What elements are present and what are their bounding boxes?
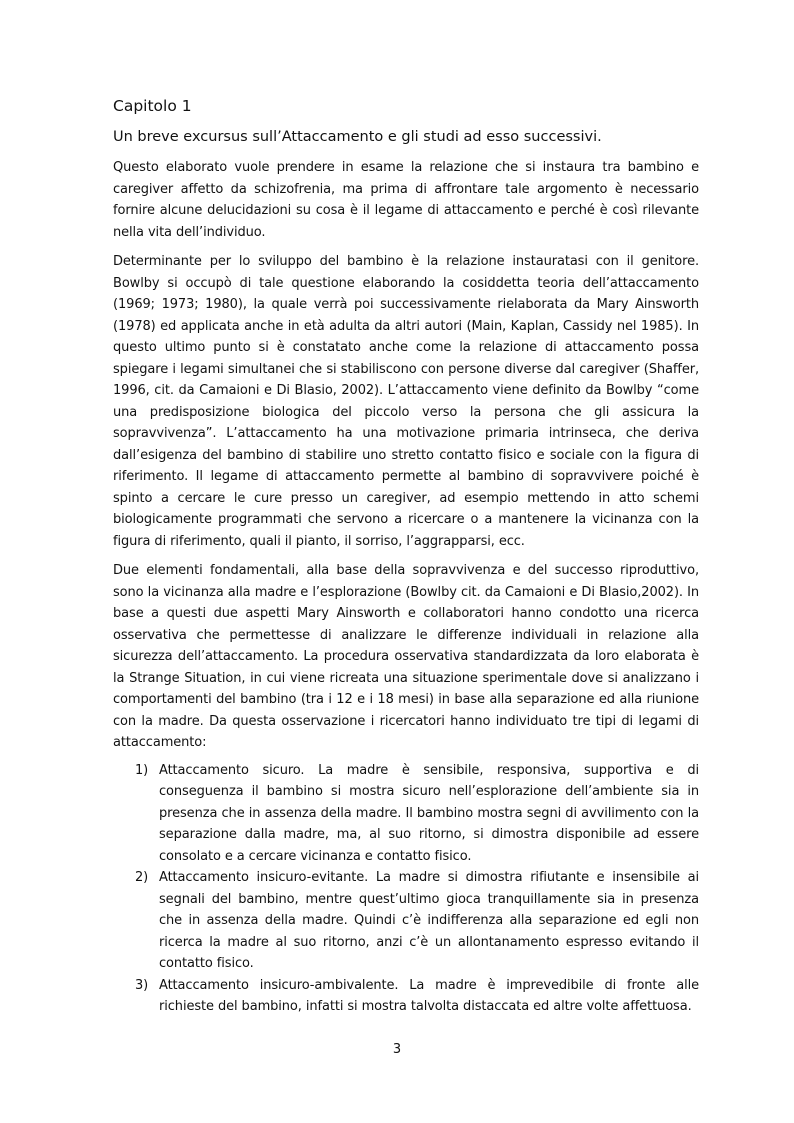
paragraph-bowlby: Determinante per lo sviluppo del bambino è la relazione instauratasi con il genitore. Bowlby si occupò di tale questione elaborando la cosiddetta teoria dell’attaccamento (1969; 1973; 1980), la quale verrà poi successivamente rielaborata da Mary Ainsworth (1978) ed applicata anche in età adulta da altri autori (Main, Kaplan, Cassidy nel 1985). In questo ultimo punto si è constatato anche come la relazione di attaccamento possa spiegare i legami simultanei che si stabiliscono con persone diverse dal caregiver (Shaffer, 1996, cit. da Camaioni e Di Blasio, 2002). L’attaccamento viene definito da Bowlby “come una predisposizione biologica del piccolo verso la persona che gli assicura la sopravvivenza”. L’attaccamento ha una motivazione primaria intrinseca, che deriva dall’esigenza del bambino di stabilire uno stretto contatto fisico e sociale con la figura di riferimento. Il legame di attaccamento permette al bambino di sopravvivere poiché è spinto a cercare le cure presso un caregiver, ad esempio mettendo in atto schemi biologicamente programmati che servono a ricercare o a mantenere la vicinanza con la figura di riferimento, quali il pianto, il sorriso, l’aggrapparsi, ecc.	[113, 254, 699, 549]
list-item-number: 1)	[135, 762, 149, 778]
list-item-text: Attaccamento insicuro-evitante. La madre si dimostra rifiutante e insensibile ai segnali del bambino, mentre quest’ultimo gioca tranquillamente sia in presenza che in assenza della madre. Quindi c’è indifferenza alla separazione ed egli non ricerca la madre al suo ritorno, anzi c’è un allontanamento espresso evitando il contatto fisico.	[159, 870, 699, 971]
list-item	[113, 975, 699, 1018]
list-item-number: 2)	[135, 870, 149, 885]
section-subtitle: Un breve excursus sull’Attaccamento e gli studi ad esso successivi.	[113, 129, 602, 145]
list-item-text: Attaccamento sicuro. La madre è sensibile, responsiva, supportiva e di conseguenza il bambino si mostra sicuro nell’esplorazione dell’ambiente sia in presenza che in assenza della madre. Il bambino mostra segni di avvilimento con la separazione dalla madre, ma, al suo ritorno, si dimostra disponibile ad essere consolato e a cercare vicinanza e contatto fisico.	[159, 762, 699, 864]
list-item	[113, 867, 699, 975]
chapter-heading: Capitolo 1	[113, 97, 192, 115]
list-item	[113, 760, 699, 868]
list-item-text: Attaccamento insicuro-ambivalente. La madre è imprevedibile di fronte alle richieste del bambino, infatti si mostra talvolta distaccata ed altre volte affettuosa.	[159, 977, 699, 1014]
document-page	[113, 96, 699, 1018]
list-item-number: 3)	[135, 977, 149, 993]
paragraph-intro: Questo elaborato vuole prendere in esame la relazione che si instaura tra bambino e caregiver affetto da schizofrenia, ma prima di affrontare tale argomento è necessario fornire alcune delucidazioni su cosa è il legame di attaccamento e perché è così rilevante nella vita dell’individuo.	[113, 160, 699, 240]
attachment-types-list	[113, 760, 699, 1018]
page-number: 3	[392, 1042, 402, 1057]
paragraph-ainsworth: Due elementi fondamentali, alla base della sopravvivenza e del successo riproduttivo, sono la vicinanza alla madre e l’esplorazione (Bowlby cit. da Camaioni e Di Blasio,2002). In base a questi due aspetti Mary Ainsworth e collaboratori hanno condotto una ricerca osservativa che permettesse di analizzare le differenze individuali in relazione alla sicurezza dell’attaccamento. La procedura osservativa standardizzata da loro elaborata è la Strange Situation, in cui viene ricreata una situazione sperimentale dove si analizzano i comportamenti del bambino (tra i 12 e i 18 mesi) in base alla separazione ed alla riunione con la madre. Da questa osservazione i ricercatori hanno individuato tre tipi di legami di attaccamento:	[113, 563, 699, 750]
